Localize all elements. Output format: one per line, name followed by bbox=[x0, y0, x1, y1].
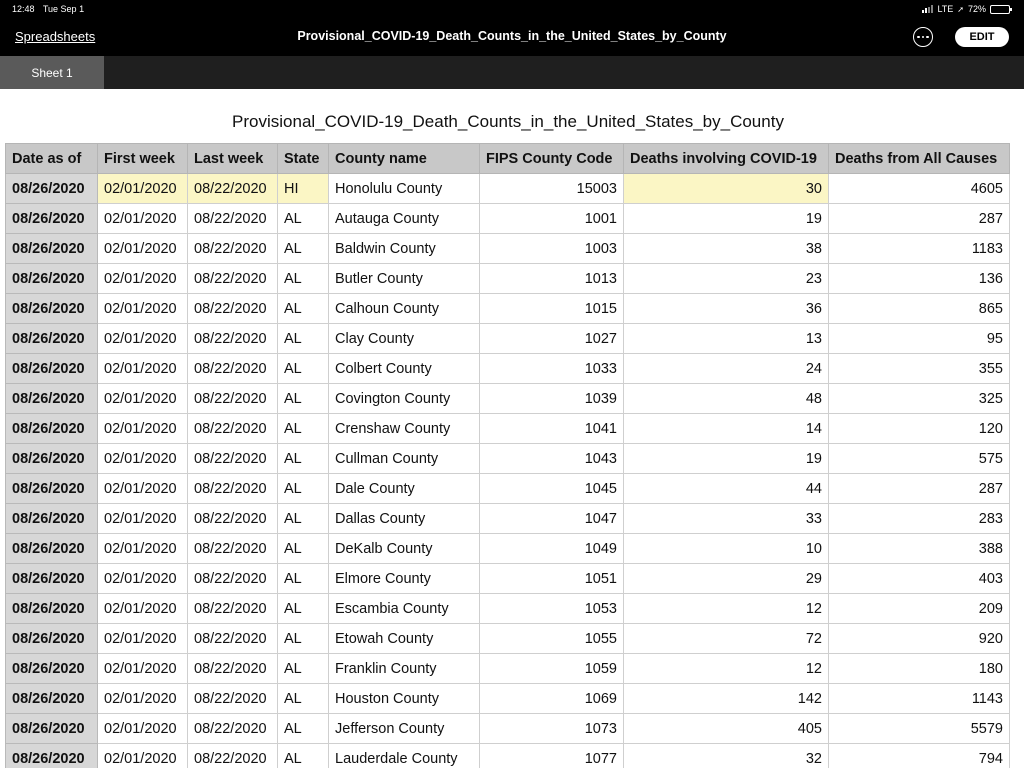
cell-last-week[interactable]: 08/22/2020 bbox=[188, 714, 278, 744]
cell-fips-county-code[interactable]: 1043 bbox=[480, 444, 624, 474]
cell-first-week[interactable]: 02/01/2020 bbox=[98, 444, 188, 474]
cell-deaths-from-all-causes[interactable]: 283 bbox=[829, 504, 1010, 534]
signal-icon bbox=[922, 5, 933, 13]
status-date: Tue Sep 1 bbox=[42, 4, 85, 14]
cell-deaths-from-all-causes[interactable]: 209 bbox=[829, 594, 1010, 624]
cell-date-as-of[interactable]: 08/26/2020 bbox=[6, 174, 98, 204]
cell-date-as-of[interactable]: 08/26/2020 bbox=[6, 234, 98, 264]
cell-state[interactable]: AL bbox=[278, 624, 329, 654]
table-row bbox=[6, 174, 1010, 204]
table-row bbox=[6, 204, 1010, 234]
table-row bbox=[6, 414, 1010, 444]
column-header-county-name[interactable]: County name bbox=[329, 144, 480, 174]
cell-deaths-from-all-causes[interactable]: 325 bbox=[829, 384, 1010, 414]
cell-deaths-from-all-causes[interactable]: 865 bbox=[829, 294, 1010, 324]
cell-state[interactable]: AL bbox=[278, 324, 329, 354]
sheet-tab-bar bbox=[0, 56, 1024, 89]
cell-first-week[interactable]: 02/01/2020 bbox=[98, 354, 188, 384]
cell-last-week[interactable]: 08/22/2020 bbox=[188, 624, 278, 654]
cell-date-as-of[interactable]: 08/26/2020 bbox=[6, 414, 98, 444]
cell-state[interactable]: AL bbox=[278, 204, 329, 234]
cell-date-as-of[interactable]: 08/26/2020 bbox=[6, 684, 98, 714]
sheet-title: Provisional_COVID-19_Death_Counts_in_the_United_States_by_County bbox=[232, 112, 784, 131]
cell-deaths-involving-covid-19[interactable]: 36 bbox=[624, 294, 829, 324]
status-bar bbox=[0, 0, 1024, 18]
cell-state[interactable]: AL bbox=[278, 714, 329, 744]
cell-county-name[interactable]: DeKalb County bbox=[329, 534, 480, 564]
nav-bar bbox=[0, 18, 1024, 56]
cell-fips-county-code[interactable]: 1001 bbox=[480, 204, 624, 234]
cell-deaths-involving-covid-19[interactable]: 29 bbox=[624, 564, 829, 594]
cell-deaths-involving-covid-19[interactable]: 72 bbox=[624, 624, 829, 654]
table-row bbox=[6, 714, 1010, 744]
cell-county-name[interactable]: Autauga County bbox=[329, 204, 480, 234]
table-row bbox=[6, 294, 1010, 324]
cell-fips-county-code[interactable]: 1049 bbox=[480, 534, 624, 564]
table-row bbox=[6, 234, 1010, 264]
table-row bbox=[6, 744, 1010, 768]
cell-deaths-from-all-causes[interactable]: 287 bbox=[829, 474, 1010, 504]
table-row bbox=[6, 654, 1010, 684]
cell-last-week[interactable]: 08/22/2020 bbox=[188, 264, 278, 294]
cell-date-as-of[interactable]: 08/26/2020 bbox=[6, 594, 98, 624]
cell-fips-county-code[interactable]: 1003 bbox=[480, 234, 624, 264]
cell-last-week[interactable]: 08/22/2020 bbox=[188, 444, 278, 474]
document-title: Provisional_COVID-19_Death_Counts_in_the_United_States_by_County bbox=[297, 29, 727, 43]
network-label: LTE bbox=[937, 4, 954, 14]
cell-fips-county-code[interactable]: 1039 bbox=[480, 384, 624, 414]
cell-deaths-involving-covid-19[interactable]: 33 bbox=[624, 504, 829, 534]
cell-fips-county-code[interactable]: 1033 bbox=[480, 354, 624, 384]
cell-state[interactable]: HI bbox=[278, 174, 329, 204]
cell-first-week[interactable]: 02/01/2020 bbox=[98, 714, 188, 744]
cell-fips-county-code[interactable]: 1073 bbox=[480, 714, 624, 744]
cell-date-as-of[interactable]: 08/26/2020 bbox=[6, 294, 98, 324]
cell-state[interactable]: AL bbox=[278, 444, 329, 474]
cell-first-week[interactable]: 02/01/2020 bbox=[98, 474, 188, 504]
cell-county-name[interactable]: Honolulu County bbox=[329, 174, 480, 204]
table-row bbox=[6, 564, 1010, 594]
cell-date-as-of[interactable]: 08/26/2020 bbox=[6, 534, 98, 564]
cell-deaths-involving-covid-19[interactable]: 19 bbox=[624, 444, 829, 474]
cell-state[interactable]: AL bbox=[278, 564, 329, 594]
cell-first-week[interactable]: 02/01/2020 bbox=[98, 564, 188, 594]
cell-deaths-from-all-causes[interactable]: 388 bbox=[829, 534, 1010, 564]
cell-first-week[interactable]: 02/01/2020 bbox=[98, 534, 188, 564]
cell-date-as-of[interactable]: 08/26/2020 bbox=[6, 354, 98, 384]
cell-fips-county-code[interactable]: 1041 bbox=[480, 414, 624, 444]
cell-last-week[interactable]: 08/22/2020 bbox=[188, 234, 278, 264]
cell-date-as-of[interactable]: 08/26/2020 bbox=[6, 204, 98, 234]
cell-last-week[interactable]: 08/22/2020 bbox=[188, 504, 278, 534]
cell-deaths-involving-covid-19[interactable]: 142 bbox=[624, 684, 829, 714]
cell-last-week[interactable]: 08/22/2020 bbox=[188, 174, 278, 204]
cell-date-as-of[interactable]: 08/26/2020 bbox=[6, 444, 98, 474]
cell-last-week[interactable]: 08/22/2020 bbox=[188, 294, 278, 324]
battery-percent: 72% bbox=[967, 4, 986, 14]
cell-deaths-from-all-causes[interactable]: 355 bbox=[829, 354, 1010, 384]
cell-fips-county-code[interactable]: 1051 bbox=[480, 564, 624, 594]
cell-state[interactable]: AL bbox=[278, 504, 329, 534]
cell-county-name[interactable]: Escambia County bbox=[329, 594, 480, 624]
cell-county-name[interactable]: Franklin County bbox=[329, 654, 480, 684]
cell-last-week[interactable]: 08/22/2020 bbox=[188, 414, 278, 444]
cell-deaths-from-all-causes[interactable]: 5579 bbox=[829, 714, 1010, 744]
cell-first-week[interactable]: 02/01/2020 bbox=[98, 174, 188, 204]
cell-first-week[interactable]: 02/01/2020 bbox=[98, 264, 188, 294]
cell-deaths-involving-covid-19[interactable]: 48 bbox=[624, 384, 829, 414]
cell-deaths-involving-covid-19[interactable]: 19 bbox=[624, 204, 829, 234]
header-row bbox=[6, 144, 1010, 174]
table-row bbox=[6, 684, 1010, 714]
cell-county-name[interactable]: Dallas County bbox=[329, 504, 480, 534]
cell-state[interactable]: AL bbox=[278, 234, 329, 264]
cell-first-week[interactable]: 02/01/2020 bbox=[98, 294, 188, 324]
cell-state[interactable]: AL bbox=[278, 384, 329, 414]
cell-deaths-from-all-causes[interactable]: 403 bbox=[829, 564, 1010, 594]
cell-first-week[interactable]: 02/01/2020 bbox=[98, 504, 188, 534]
cell-state[interactable]: AL bbox=[278, 474, 329, 504]
table-row bbox=[6, 444, 1010, 474]
column-header-deaths-involving-covid-19[interactable]: Deaths involving COVID-19 bbox=[624, 144, 829, 174]
cell-county-name[interactable]: Colbert County bbox=[329, 354, 480, 384]
cell-county-name[interactable]: Calhoun County bbox=[329, 294, 480, 324]
cell-date-as-of[interactable]: 08/26/2020 bbox=[6, 744, 98, 768]
cell-date-as-of[interactable]: 08/26/2020 bbox=[6, 504, 98, 534]
cell-deaths-involving-covid-19[interactable]: 32 bbox=[624, 744, 829, 768]
cell-deaths-from-all-causes[interactable]: 794 bbox=[829, 744, 1010, 768]
cell-county-name[interactable]: Jefferson County bbox=[329, 714, 480, 744]
cell-fips-county-code[interactable]: 15003 bbox=[480, 174, 624, 204]
battery-icon bbox=[990, 5, 1010, 14]
cell-county-name[interactable]: Cullman County bbox=[329, 444, 480, 474]
cell-county-name[interactable]: Lauderdale County bbox=[329, 744, 480, 768]
cell-date-as-of[interactable]: 08/26/2020 bbox=[6, 384, 98, 414]
cell-county-name[interactable]: Crenshaw County bbox=[329, 414, 480, 444]
cell-date-as-of[interactable]: 08/26/2020 bbox=[6, 624, 98, 654]
cell-county-name[interactable]: Covington County bbox=[329, 384, 480, 414]
cell-first-week[interactable]: 02/01/2020 bbox=[98, 234, 188, 264]
cell-date-as-of[interactable]: 08/26/2020 bbox=[6, 564, 98, 594]
cell-deaths-involving-covid-19[interactable]: 13 bbox=[624, 324, 829, 354]
cell-last-week[interactable]: 08/22/2020 bbox=[188, 384, 278, 414]
cell-state[interactable]: AL bbox=[278, 744, 329, 768]
cell-first-week[interactable]: 02/01/2020 bbox=[98, 744, 188, 768]
spreadsheets-back-link[interactable]: Spreadsheets bbox=[15, 29, 96, 44]
cell-deaths-involving-covid-19[interactable]: 24 bbox=[624, 354, 829, 384]
cell-date-as-of[interactable]: 08/26/2020 bbox=[6, 654, 98, 684]
cell-fips-county-code[interactable]: 1055 bbox=[480, 624, 624, 654]
column-header-fips-county-code[interactable]: FIPS County Code bbox=[480, 144, 624, 174]
cell-first-week[interactable]: 02/01/2020 bbox=[98, 624, 188, 654]
table-row bbox=[6, 594, 1010, 624]
cell-fips-county-code[interactable]: 1015 bbox=[480, 294, 624, 324]
data-table bbox=[5, 143, 1010, 768]
tab-sheet-1[interactable]: Sheet 1 bbox=[0, 56, 104, 89]
cell-state[interactable]: AL bbox=[278, 414, 329, 444]
cell-county-name[interactable]: Baldwin County bbox=[329, 234, 480, 264]
column-header-deaths-from-all-causes[interactable]: Deaths from All Causes bbox=[829, 144, 1010, 174]
cell-deaths-from-all-causes[interactable]: 120 bbox=[829, 414, 1010, 444]
cell-state[interactable]: AL bbox=[278, 354, 329, 384]
cell-fips-county-code[interactable]: 1027 bbox=[480, 324, 624, 354]
cell-fips-county-code[interactable]: 1053 bbox=[480, 594, 624, 624]
edit-button[interactable]: EDIT bbox=[955, 27, 1009, 47]
cell-first-week[interactable]: 02/01/2020 bbox=[98, 414, 188, 444]
cell-state[interactable]: AL bbox=[278, 654, 329, 684]
cell-fips-county-code[interactable]: 1059 bbox=[480, 654, 624, 684]
cell-county-name[interactable]: Etowah County bbox=[329, 624, 480, 654]
cell-fips-county-code[interactable]: 1013 bbox=[480, 264, 624, 294]
cell-deaths-from-all-causes[interactable]: 575 bbox=[829, 444, 1010, 474]
cell-deaths-involving-covid-19[interactable]: 23 bbox=[624, 264, 829, 294]
cell-last-week[interactable]: 08/22/2020 bbox=[188, 534, 278, 564]
cell-first-week[interactable]: 02/01/2020 bbox=[98, 594, 188, 624]
table-row bbox=[6, 474, 1010, 504]
cell-deaths-involving-covid-19[interactable]: 10 bbox=[624, 534, 829, 564]
cell-last-week[interactable]: 08/22/2020 bbox=[188, 204, 278, 234]
column-header-first-week[interactable]: First week bbox=[98, 144, 188, 174]
cell-last-week[interactable]: 08/22/2020 bbox=[188, 474, 278, 504]
column-header-last-week[interactable]: Last week bbox=[188, 144, 278, 174]
cell-last-week[interactable]: 08/22/2020 bbox=[188, 354, 278, 384]
cell-date-as-of[interactable]: 08/26/2020 bbox=[6, 264, 98, 294]
ellipsis-circle-icon[interactable] bbox=[913, 27, 933, 47]
cell-fips-county-code[interactable]: 1047 bbox=[480, 504, 624, 534]
cell-date-as-of[interactable]: 08/26/2020 bbox=[6, 714, 98, 744]
table-row bbox=[6, 624, 1010, 654]
location-arrow-icon: ➚ bbox=[957, 4, 964, 14]
cell-first-week[interactable]: 02/01/2020 bbox=[98, 324, 188, 354]
cell-deaths-involving-covid-19[interactable]: 405 bbox=[624, 714, 829, 744]
cell-last-week[interactable]: 08/22/2020 bbox=[188, 564, 278, 594]
cell-last-week[interactable]: 08/22/2020 bbox=[188, 684, 278, 714]
cell-first-week[interactable]: 02/01/2020 bbox=[98, 654, 188, 684]
cell-fips-county-code[interactable]: 1069 bbox=[480, 684, 624, 714]
cell-last-week[interactable]: 08/22/2020 bbox=[188, 654, 278, 684]
cell-state[interactable]: AL bbox=[278, 534, 329, 564]
cell-deaths-involving-covid-19[interactable]: 38 bbox=[624, 234, 829, 264]
table-row bbox=[6, 504, 1010, 534]
cell-first-week[interactable]: 02/01/2020 bbox=[98, 684, 188, 714]
cell-deaths-involving-covid-19[interactable]: 14 bbox=[624, 414, 829, 444]
cell-date-as-of[interactable]: 08/26/2020 bbox=[6, 474, 98, 504]
status-time: 12:48 bbox=[12, 4, 35, 14]
cell-county-name[interactable]: Butler County bbox=[329, 264, 480, 294]
cell-deaths-from-all-causes[interactable]: 920 bbox=[829, 624, 1010, 654]
table-row bbox=[6, 384, 1010, 414]
cell-last-week[interactable]: 08/22/2020 bbox=[188, 594, 278, 624]
cell-fips-county-code[interactable]: 1077 bbox=[480, 744, 624, 768]
cell-state[interactable]: AL bbox=[278, 594, 329, 624]
cell-first-week[interactable]: 02/01/2020 bbox=[98, 384, 188, 414]
cell-deaths-involving-covid-19[interactable]: 12 bbox=[624, 594, 829, 624]
cell-first-week[interactable]: 02/01/2020 bbox=[98, 204, 188, 234]
cell-state[interactable]: AL bbox=[278, 294, 329, 324]
table-row bbox=[6, 534, 1010, 564]
cell-fips-county-code[interactable]: 1045 bbox=[480, 474, 624, 504]
cell-county-name[interactable]: Clay County bbox=[329, 324, 480, 354]
cell-deaths-from-all-causes[interactable]: 4605 bbox=[829, 174, 1010, 204]
cell-deaths-from-all-causes[interactable]: 136 bbox=[829, 264, 1010, 294]
table-row bbox=[6, 264, 1010, 294]
table-row bbox=[6, 354, 1010, 384]
cell-date-as-of[interactable]: 08/26/2020 bbox=[6, 324, 98, 354]
cell-state[interactable]: AL bbox=[278, 684, 329, 714]
cell-deaths-involving-covid-19[interactable]: 44 bbox=[624, 474, 829, 504]
cell-last-week[interactable]: 08/22/2020 bbox=[188, 324, 278, 354]
cell-state[interactable]: AL bbox=[278, 264, 329, 294]
cell-deaths-from-all-causes[interactable]: 1143 bbox=[829, 684, 1010, 714]
cell-deaths-from-all-causes[interactable]: 95 bbox=[829, 324, 1010, 354]
cell-last-week[interactable]: 08/22/2020 bbox=[188, 744, 278, 768]
cell-deaths-involving-covid-19[interactable]: 30 bbox=[624, 174, 829, 204]
table-row bbox=[6, 324, 1010, 354]
column-header-date-as-of[interactable]: Date as of bbox=[6, 144, 98, 174]
cell-deaths-from-all-causes[interactable]: 287 bbox=[829, 204, 1010, 234]
cell-deaths-from-all-causes[interactable]: 180 bbox=[829, 654, 1010, 684]
cell-deaths-from-all-causes[interactable]: 1183 bbox=[829, 234, 1010, 264]
column-header-state[interactable]: State bbox=[278, 144, 329, 174]
cell-county-name[interactable]: Elmore County bbox=[329, 564, 480, 594]
cell-county-name[interactable]: Dale County bbox=[329, 474, 480, 504]
cell-county-name[interactable]: Houston County bbox=[329, 684, 480, 714]
cell-deaths-involving-covid-19[interactable]: 12 bbox=[624, 654, 829, 684]
